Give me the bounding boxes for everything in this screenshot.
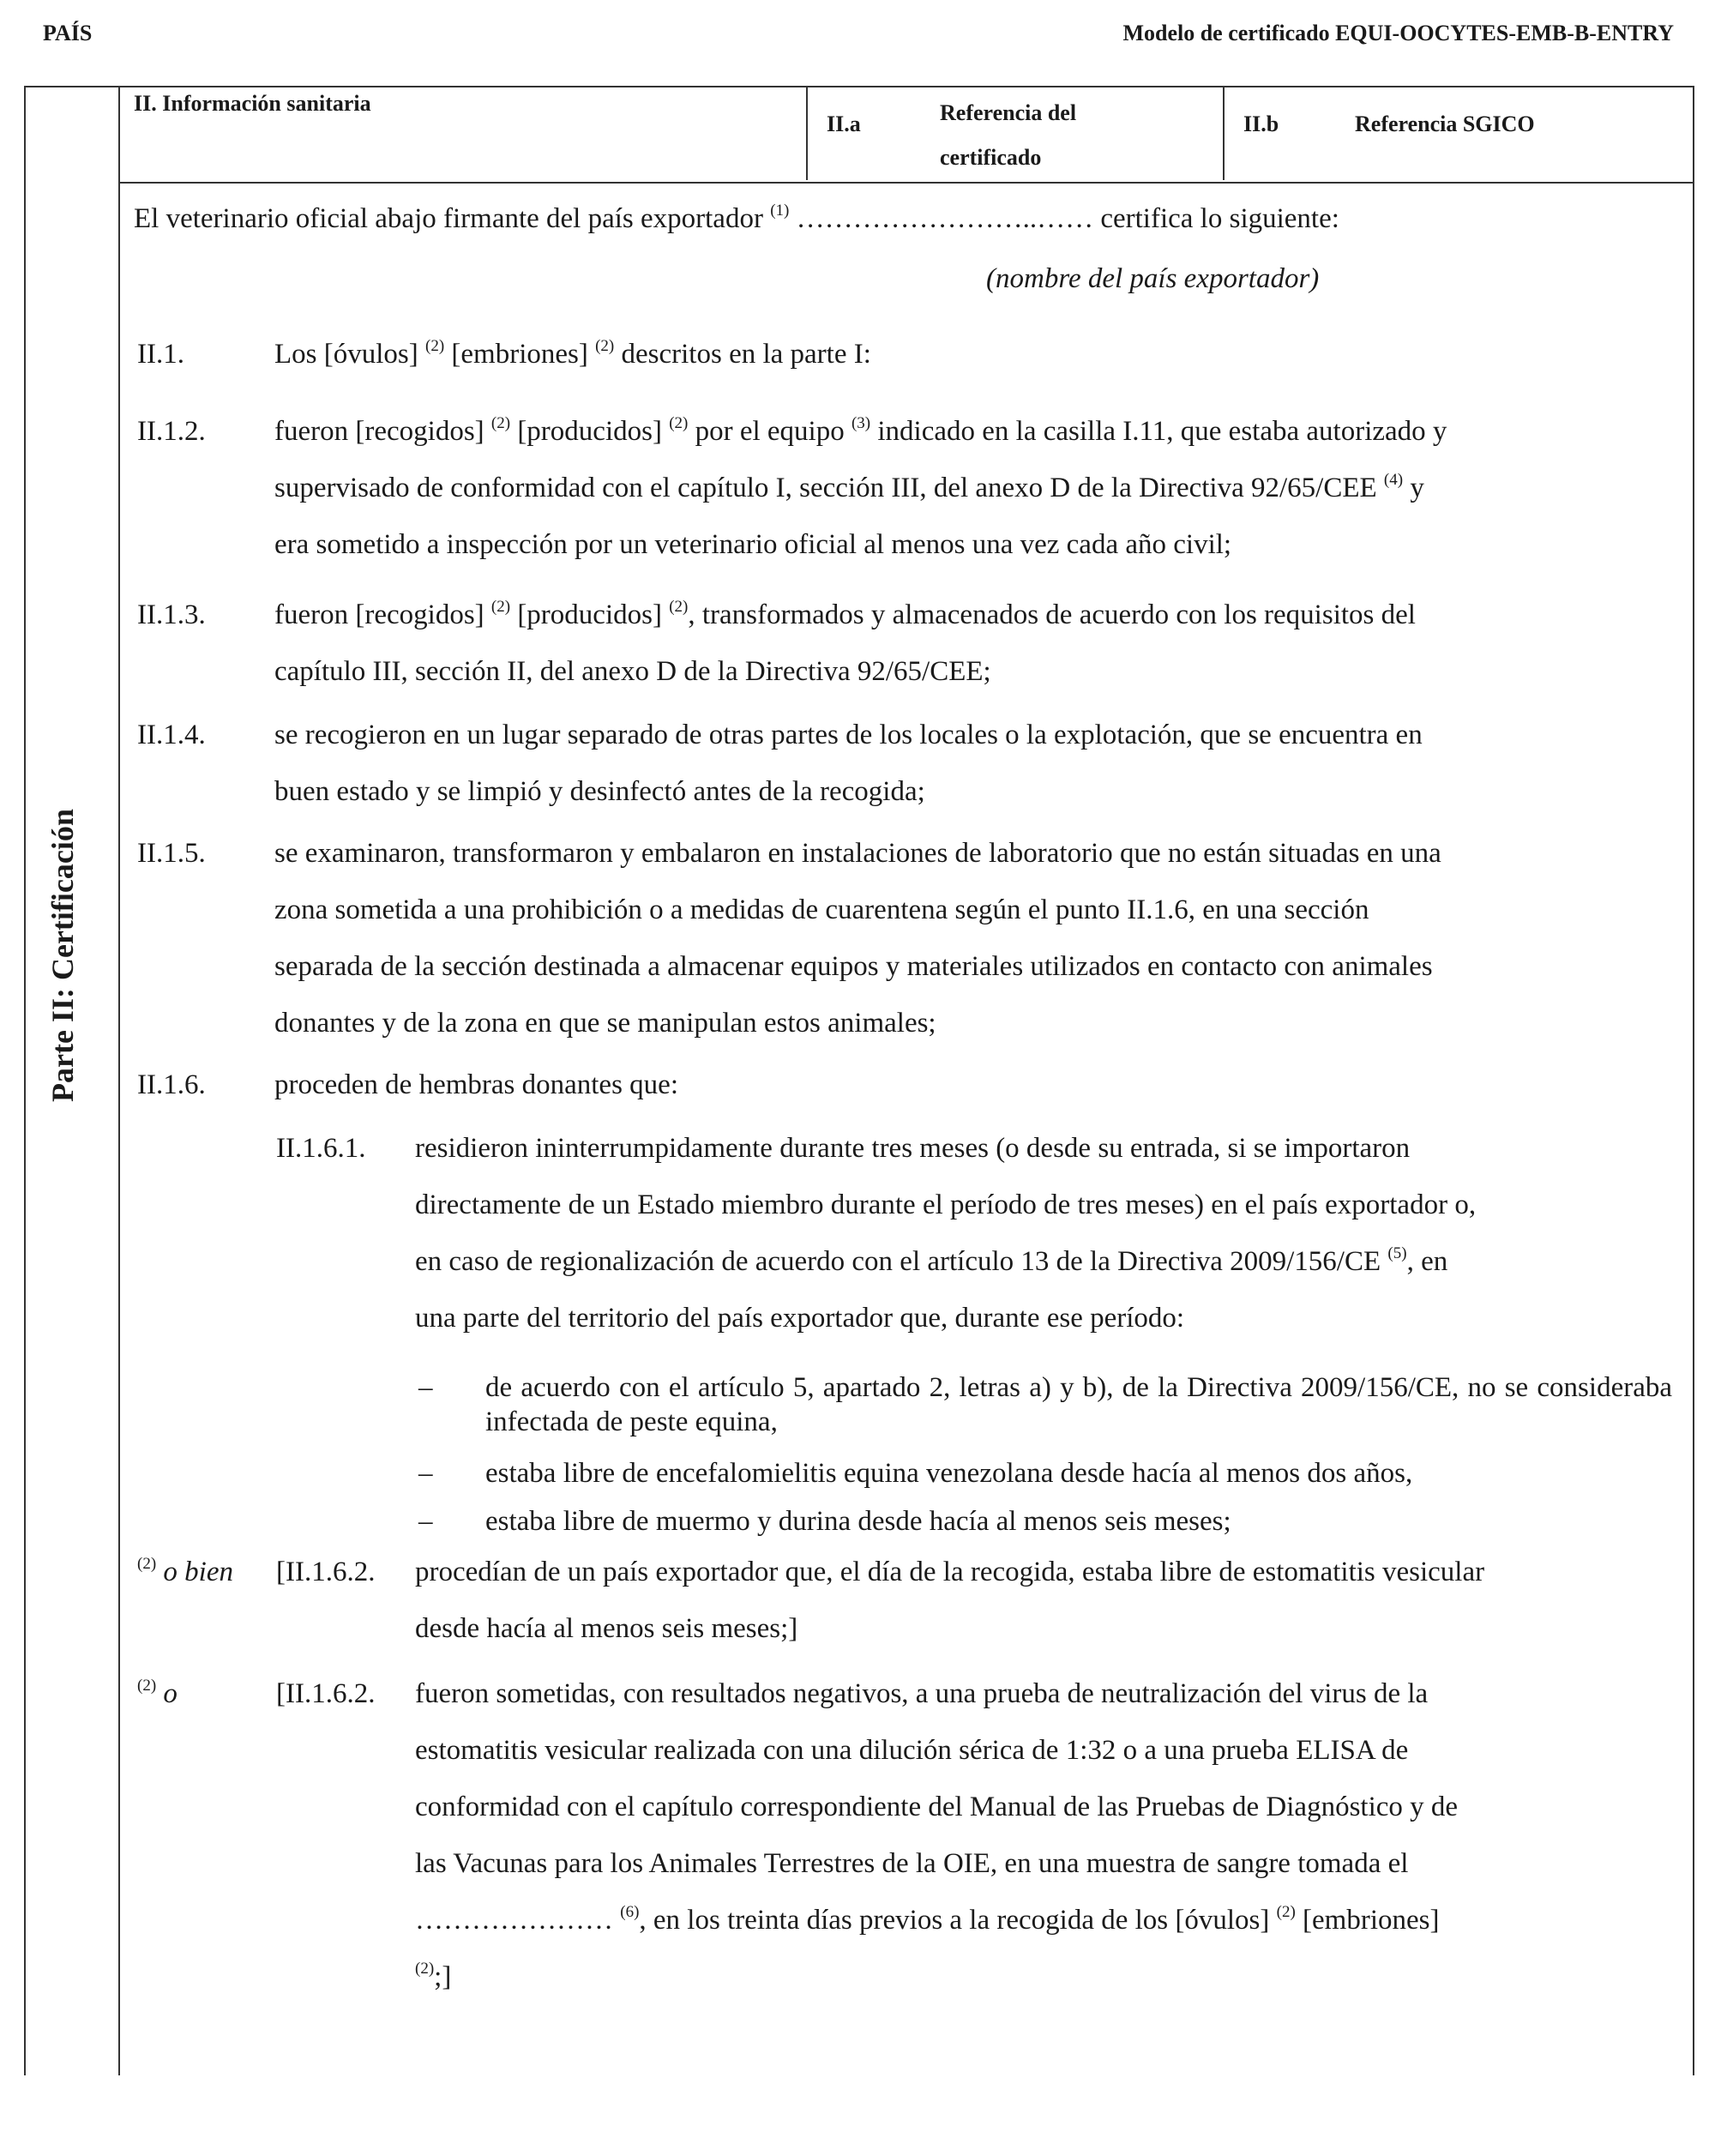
subclause-number: [II.1.6.2.	[276, 1557, 376, 1587]
clause-text	[274, 825, 1672, 1051]
footnote-ref: (2)	[595, 337, 615, 355]
header-divider	[806, 86, 808, 180]
clause-line: una parte del territorio del país exportador que, durante ese período:	[415, 1303, 1185, 1334]
alternative-prefix	[137, 1544, 233, 1600]
clause-text	[274, 326, 1672, 382]
certificate-model: Modelo de certificado EQUI-OOCYTES-EMB-B-ENTRY	[1122, 21, 1674, 45]
footnote-ref: (2)	[490, 414, 511, 432]
clause-line: proceden de hembras donantes que:	[274, 1069, 678, 1100]
clause-line: ………………… $^{(6)}$, en los treinta días previos a la recogida de los [óvulos] $^{(2)}$ [embriones]	[415, 1903, 1440, 1936]
bullet-item: estaba libre de encefalomielitis equina venezolana desde hacía al menos dos años,	[485, 1458, 1413, 1489]
clause-line: estomatitis vesicular realizada con una dilución sérica de 1:32 o a una prueba ELISA de	[415, 1735, 1409, 1766]
alternative-prefix	[137, 1665, 178, 1722]
sgico-code: II.b	[1243, 111, 1279, 136]
footnote-ref: (2)	[415, 1960, 435, 1978]
bullet-dash: –	[418, 1458, 433, 1489]
side-column-divider	[118, 86, 120, 2075]
clause-text	[274, 587, 1672, 700]
bullet-item: de acuerdo con el artículo 5, apartado 2, letras a) y b), de la Directiva 2009/156/CE, no se consideraba infectada de peste equina,	[485, 1372, 1672, 1437]
clause-line: $^{(2)}$;]	[415, 1960, 452, 1992]
blank-field: ……………………..……	[796, 203, 1094, 234]
subclause-number: [II.1.6.2.	[276, 1678, 376, 1709]
clause-line: fueron sometidas, con resultados negativos, a una prueba de neutralización del virus de la	[415, 1678, 1429, 1709]
bullet-dash: –	[418, 1372, 433, 1403]
clause-line: donantes y de la zona en que se manipulan estos animales;	[274, 1008, 936, 1039]
footnote-ref: (2)	[137, 1677, 157, 1695]
clause-line: en caso de regionalización de acuerdo con el artículo 13 de la Directiva 2009/156/CE $^{(5)}$, en	[415, 1244, 1448, 1277]
subclause-text	[415, 1665, 1672, 2005]
clause-line: se recogieron en un lugar separado de otras partes de los locales o la explotación, que se encuentra en	[274, 720, 1423, 750]
clause-line: procedían de un país exportador que, el día de la recogida, estaba libre de estomatitis vesicular	[415, 1557, 1485, 1587]
clause-line: capítulo III, sección II, del anexo D de la Directiva 92/65/CEE;	[274, 656, 991, 687]
section-title: II. Información sanitaria	[134, 91, 371, 116]
alternative-word: o bien	[156, 1557, 233, 1587]
clause-number: II.1.6.	[137, 1069, 206, 1100]
header-divider	[1223, 86, 1225, 180]
clause-line: supervisado de conformidad con el capítulo I, sección III, del anexo D de la Directiva 92/65/CEE $^{(4)}$ y	[274, 471, 1424, 503]
bullet-dash: –	[418, 1506, 433, 1537]
footnote-ref: (3)	[851, 414, 871, 432]
clause-number: II.1.	[137, 339, 184, 370]
footnote-ref: (2)	[137, 1555, 157, 1573]
clause-line: Los [óvulos] $^{(2)}$ [embriones] $^{(2)}$ descritos en la parte I:	[274, 337, 871, 370]
footnote-ref: (2)	[669, 414, 689, 432]
clause-text	[274, 1057, 1672, 1113]
subclause-text	[415, 1544, 1672, 1657]
footnote-ref: (2)	[490, 598, 511, 616]
clause-line: fueron [recogidos] $^{(2)}$ [producidos] $^{(2)}$, transformados y almacenados de acuerdo con los requisitos del	[274, 598, 1416, 630]
clause-number: II.1.4.	[137, 720, 206, 750]
part-label: Parte II: Certificación	[45, 809, 80, 1102]
clause-line: se examinaron, transformaron y embalaron en instalaciones de laboratorio que no están situadas en una	[274, 838, 1441, 869]
ref-label: Referencia del certificado	[940, 100, 1077, 170]
intro-line	[134, 190, 1339, 247]
clause-line: conformidad con el capítulo correspondiente del Manual de las Pruebas de Diagnóstico y de	[415, 1792, 1459, 1822]
sgico-label: Referencia SGICO	[1355, 111, 1535, 136]
clause-number: II.1.2.	[137, 416, 206, 447]
intro-text-end: certifica lo siguiente:	[1100, 203, 1339, 234]
clause-line: separada de la sección destinada a almacenar equipos y materiales utilizados en contacto con animales	[274, 951, 1433, 982]
footnote-ref: (2)	[669, 598, 689, 616]
table-header-row	[120, 86, 1693, 184]
clause-line: residieron ininterrumpidamente durante tres meses (o desde su entrada, si se importaron	[415, 1133, 1411, 1164]
alternative-word: o	[156, 1678, 178, 1709]
field-note: (nombre del país exportador)	[986, 263, 1320, 294]
clause-number: II.1.3.	[137, 599, 206, 630]
footnote-ref: (4)	[1383, 471, 1404, 489]
bullet-item: estaba libre de muermo y durina desde hacía al menos seis meses;	[485, 1506, 1231, 1537]
clause-line: fueron [recogidos] $^{(2)}$ [producidos] $^{(2)}$ por el equipo $^{(3)}$ indicado en la casilla I.11, que estaba autorizado y	[274, 414, 1447, 447]
clause-line: era sometido a inspección por un veterinario oficial al menos una vez cada año civil;	[274, 529, 1232, 560]
intro-text: El veterinario oficial abajo firmante del país exportador	[134, 203, 763, 234]
clause-line: buen estado y se limpió y desinfectó antes de la recogida;	[274, 776, 925, 807]
subclause-text	[415, 1120, 1672, 1346]
ref-code: II.a	[827, 111, 861, 136]
clause-line: desde hacía al menos seis meses;]	[415, 1613, 798, 1644]
clause-number: II.1.5.	[137, 838, 206, 869]
country-label: PAÍS	[43, 21, 93, 45]
footnote-ref: (2)	[1276, 1903, 1296, 1921]
clause-text	[274, 707, 1672, 820]
footnote-ref: (6)	[620, 1903, 640, 1921]
clause-line: las Vacunas para los Animales Terrestres de la OIE, en una muestra de sangre tomada el	[415, 1848, 1409, 1879]
clause-line: directamente de un Estado miembro durante el período de tres meses) en el país exportador o,	[415, 1189, 1477, 1220]
clause-text	[274, 403, 1672, 573]
clause-line: zona sometida a una prohibición o a medidas de cuarentena según el punto II.1.6, en una sección	[274, 894, 1369, 925]
footnote-ref: (1)	[770, 202, 790, 220]
subclause-number: II.1.6.1.	[276, 1133, 366, 1164]
footnote-ref: (5)	[1387, 1244, 1407, 1262]
footnote-ref: (2)	[425, 337, 445, 355]
